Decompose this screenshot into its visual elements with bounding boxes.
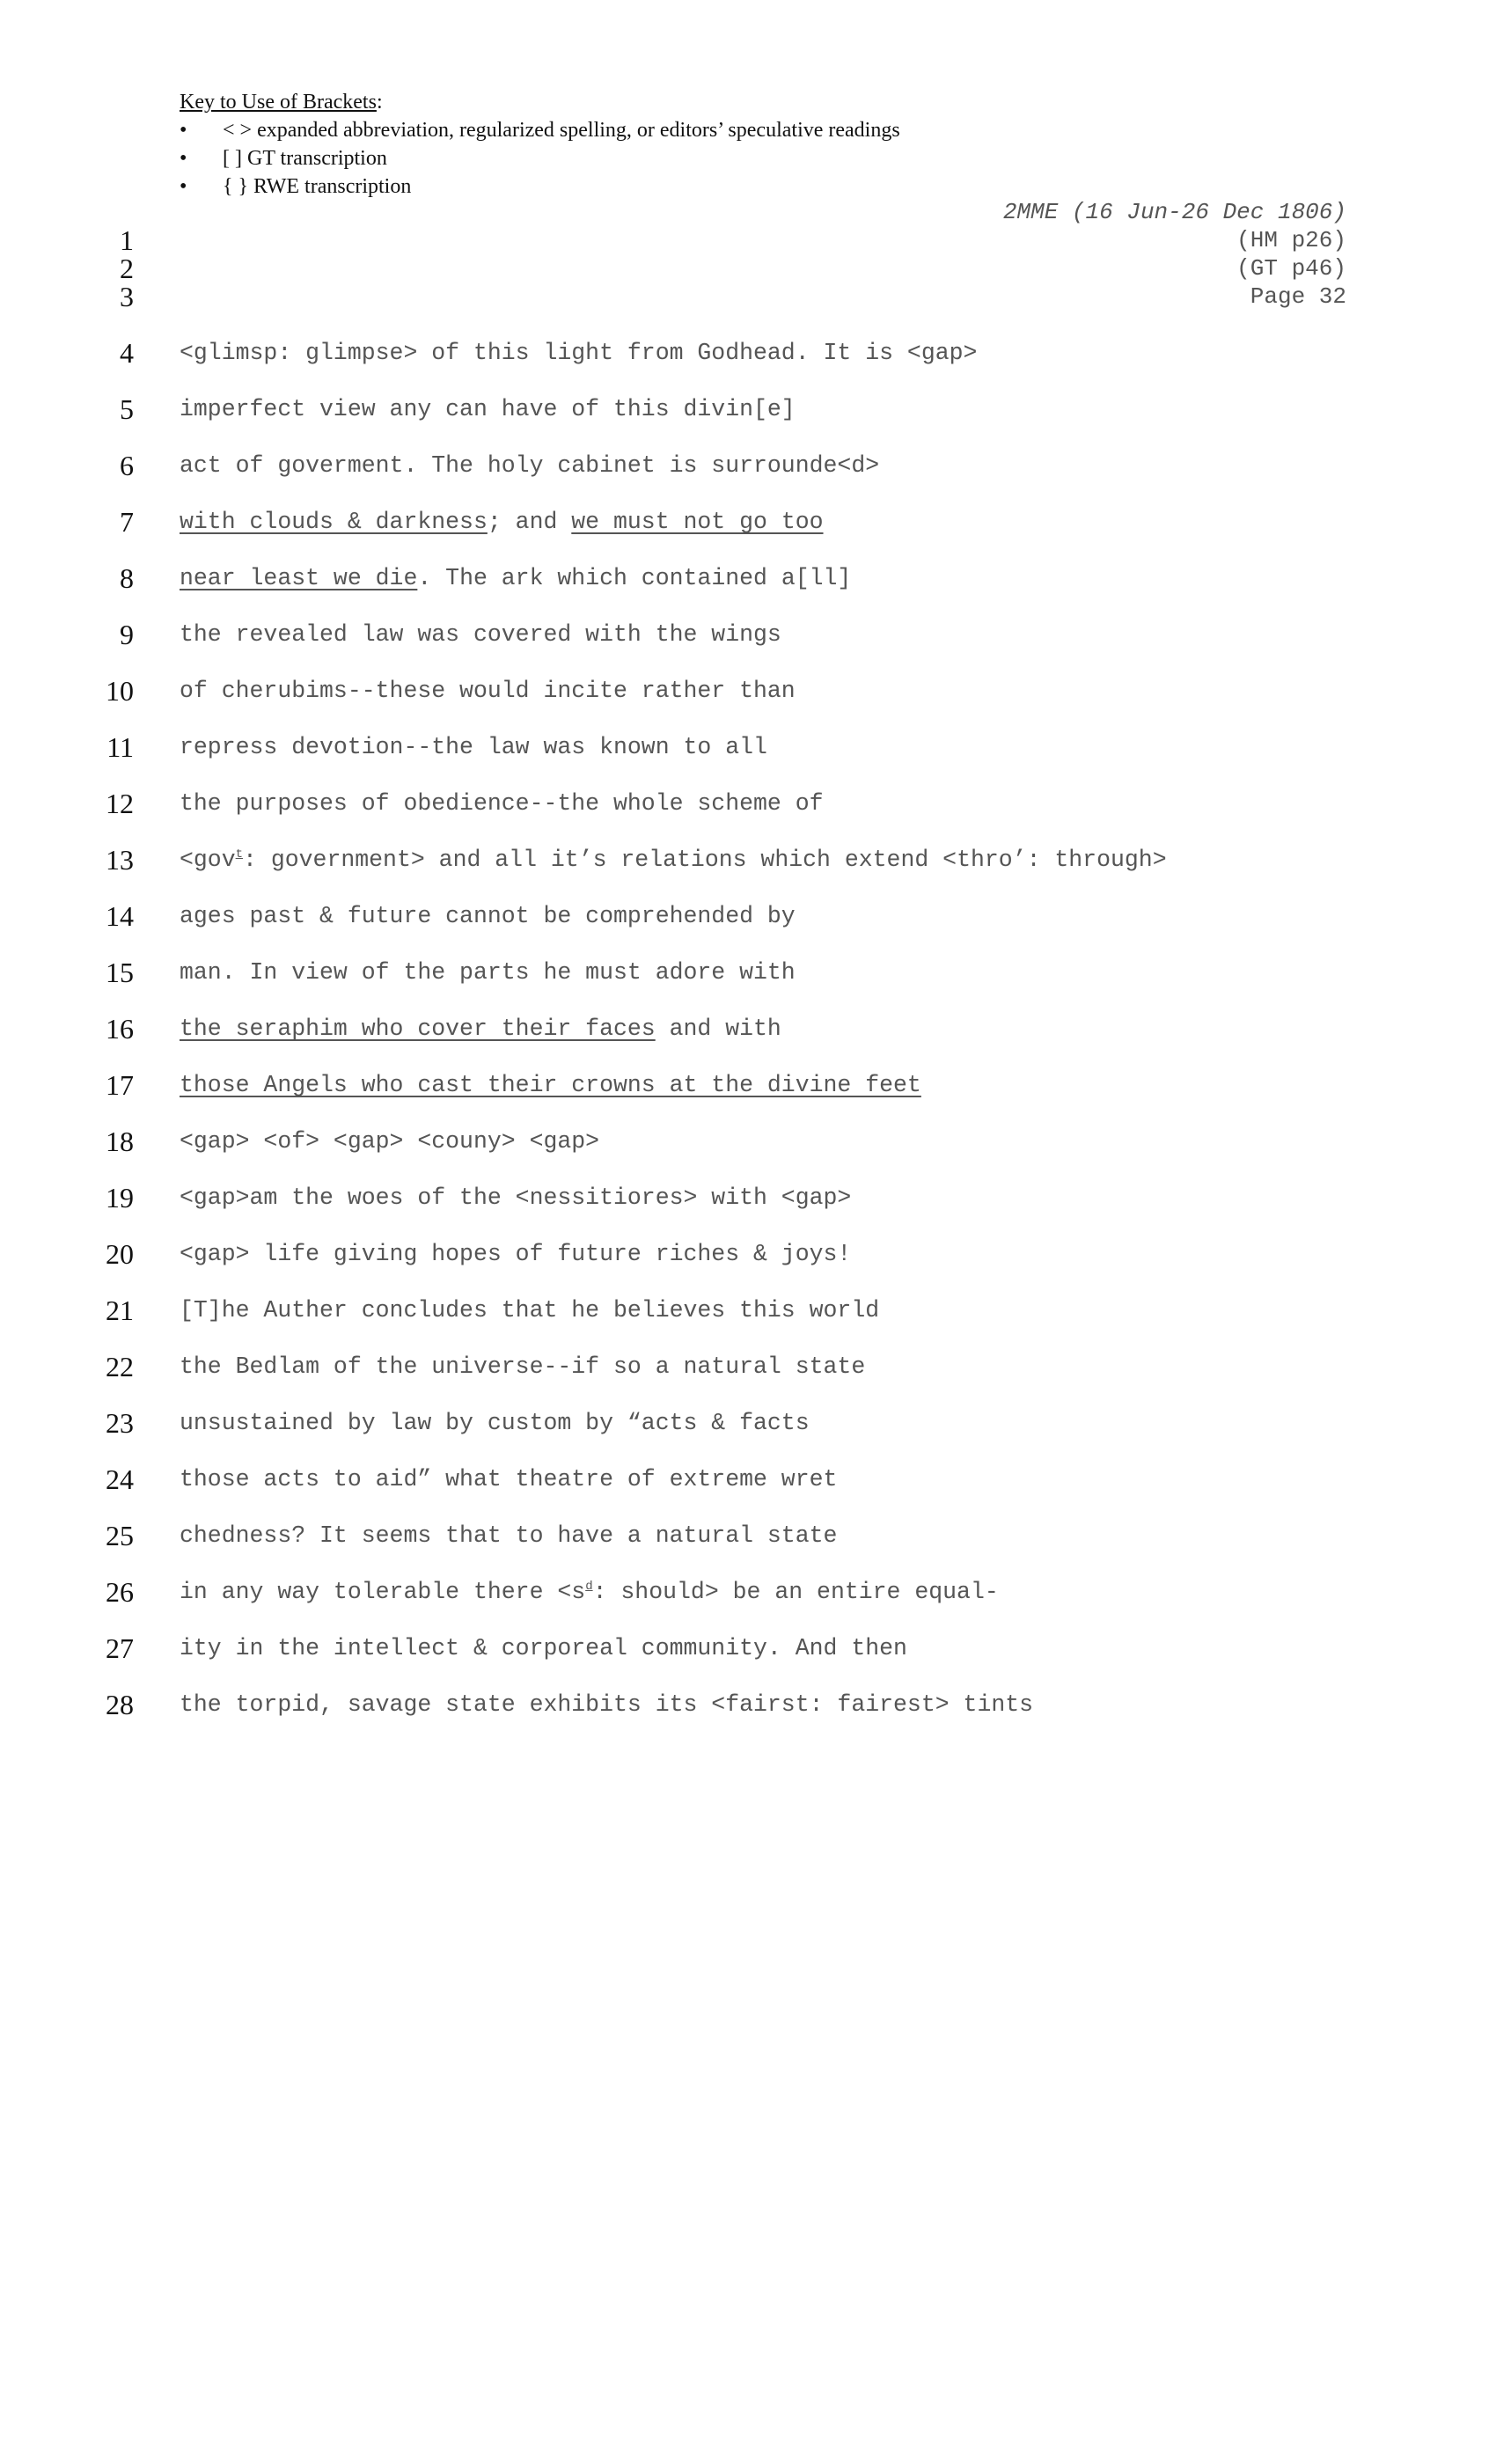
- transcription-line: act of goverment. The holy cabinet is surrounde<d>: [180, 452, 880, 479]
- transcription-line: ity in the intellect & corporeal community. And then: [180, 1635, 907, 1661]
- transcription-line: unsustained by law by custom by “acts & facts: [180, 1410, 810, 1436]
- transcription-line: <gap> <of> <gap> <couny> <gap>: [180, 1128, 600, 1155]
- page-number: Page 32: [1250, 283, 1346, 310]
- line-number: 25: [106, 1520, 134, 1551]
- line-number: 28: [106, 1689, 134, 1720]
- transcription-line: ages past & future cannot be comprehended by: [180, 903, 796, 929]
- transcription-line: the torpid, savage state exhibits its <fairst: fairest> tints: [180, 1691, 1034, 1718]
- key-item-text: [ ] GT transcription: [223, 147, 387, 170]
- line-text: : government> and all it’s relations which extend <thro’: through>: [243, 847, 1167, 873]
- bullet-icon: •: [180, 175, 187, 198]
- key-item: [180, 172, 900, 201]
- transcription-line: the Bedlam of the universe--if so a natural state: [180, 1353, 866, 1380]
- line-number: 12: [106, 788, 134, 819]
- underlined-phrase: with clouds & darkness: [180, 509, 488, 535]
- transcription-line: <gap> life giving hopes of future riches & joys!: [180, 1241, 852, 1267]
- line-text: and with: [655, 1016, 781, 1042]
- line-number: 10: [106, 675, 134, 707]
- transcription-line: [180, 1578, 999, 1606]
- bullet-icon: •: [180, 119, 187, 142]
- bracket-key: [180, 88, 900, 201]
- transcription-line: [180, 846, 1167, 874]
- line-number: 13: [106, 844, 134, 876]
- key-heading: [180, 88, 900, 116]
- line-number: 14: [106, 900, 134, 932]
- key-item: [180, 144, 900, 172]
- line-number: 27: [106, 1632, 134, 1664]
- underlined-phrase: near least we die: [180, 565, 418, 591]
- transcription-line: [180, 1015, 781, 1043]
- transcription-line: [T]he Auther concludes that he believes this world: [180, 1297, 880, 1324]
- line-number: 17: [106, 1069, 134, 1101]
- key-title-colon: :: [376, 91, 383, 114]
- transcription-line: imperfect view any can have of this divin[e]: [180, 396, 796, 422]
- key-item-text: { } RWE transcription: [223, 175, 412, 198]
- transcription-line: [180, 564, 851, 592]
- line-text: in any way tolerable there <s: [180, 1579, 586, 1605]
- superscript: t: [235, 847, 244, 862]
- line-number: 9: [120, 619, 134, 650]
- line-number: 16: [106, 1013, 134, 1045]
- line-text: . The ark which contained a[ll]: [417, 565, 852, 591]
- line-number: 3: [120, 281, 134, 312]
- underlined-phrase: the seraphim who cover their faces: [180, 1016, 656, 1042]
- line-number: 24: [106, 1463, 134, 1495]
- line-number: 26: [106, 1576, 134, 1608]
- superscript: d: [585, 1580, 593, 1594]
- line-text: <gov: [180, 847, 236, 873]
- transcription-line: the revealed law was covered with the wings: [180, 621, 781, 648]
- transcription-line: of cherubims--these would incite rather than: [180, 678, 796, 704]
- line-number: 21: [106, 1294, 134, 1326]
- line-number: 22: [106, 1351, 134, 1382]
- source-header: 2MME (16 Jun-26 Dec 1806): [1002, 199, 1346, 225]
- line-number: 11: [106, 731, 134, 763]
- line-number: 7: [120, 506, 134, 538]
- line-number: 6: [120, 450, 134, 481]
- line-number: 19: [106, 1182, 134, 1214]
- line-number: 20: [106, 1238, 134, 1270]
- hm-page-ref: (HM p26): [1236, 227, 1346, 253]
- transcription-line: the purposes of obedience--the whole scheme of: [180, 790, 824, 817]
- transcription-line: <glimsp: glimpse> of this light from Godhead. It is <gap>: [180, 340, 978, 366]
- line-number: 8: [120, 562, 134, 594]
- line-number: 15: [106, 957, 134, 988]
- key-list: [180, 116, 900, 201]
- line-number: 2: [120, 253, 134, 284]
- transcription-line: man. In view of the parts he must adore with: [180, 959, 796, 986]
- line-text: ; and: [487, 509, 572, 535]
- bullet-icon: •: [180, 147, 187, 170]
- line-number: 5: [120, 393, 134, 425]
- transcription-line: repress devotion--the law was known to all: [180, 734, 767, 760]
- key-item: [180, 116, 900, 144]
- transcription-line: <gap>am the woes of the <nessitiores> with <gap>: [180, 1184, 852, 1211]
- transcription-line: chedness? It seems that to have a natural state: [180, 1522, 838, 1549]
- key-title: Key to Use of Brackets: [180, 91, 377, 114]
- line-number: 23: [106, 1407, 134, 1439]
- line-number: 18: [106, 1126, 134, 1157]
- transcription-line: [180, 508, 824, 536]
- transcription-line: [180, 1071, 921, 1099]
- underlined-phrase: those Angels who cast their crowns at the divine feet: [180, 1072, 921, 1098]
- key-item-text: < > expanded abbreviation, regularized spelling, or editors’ speculative readings: [223, 119, 900, 142]
- gt-page-ref: (GT p46): [1236, 255, 1346, 282]
- transcription-line: those acts to aid” what theatre of extreme wret: [180, 1466, 838, 1492]
- underlined-phrase: we must not go too: [571, 509, 824, 535]
- line-text: : should> be an entire equal-: [592, 1579, 999, 1605]
- line-number: 4: [120, 337, 134, 369]
- line-number: 1: [120, 224, 134, 256]
